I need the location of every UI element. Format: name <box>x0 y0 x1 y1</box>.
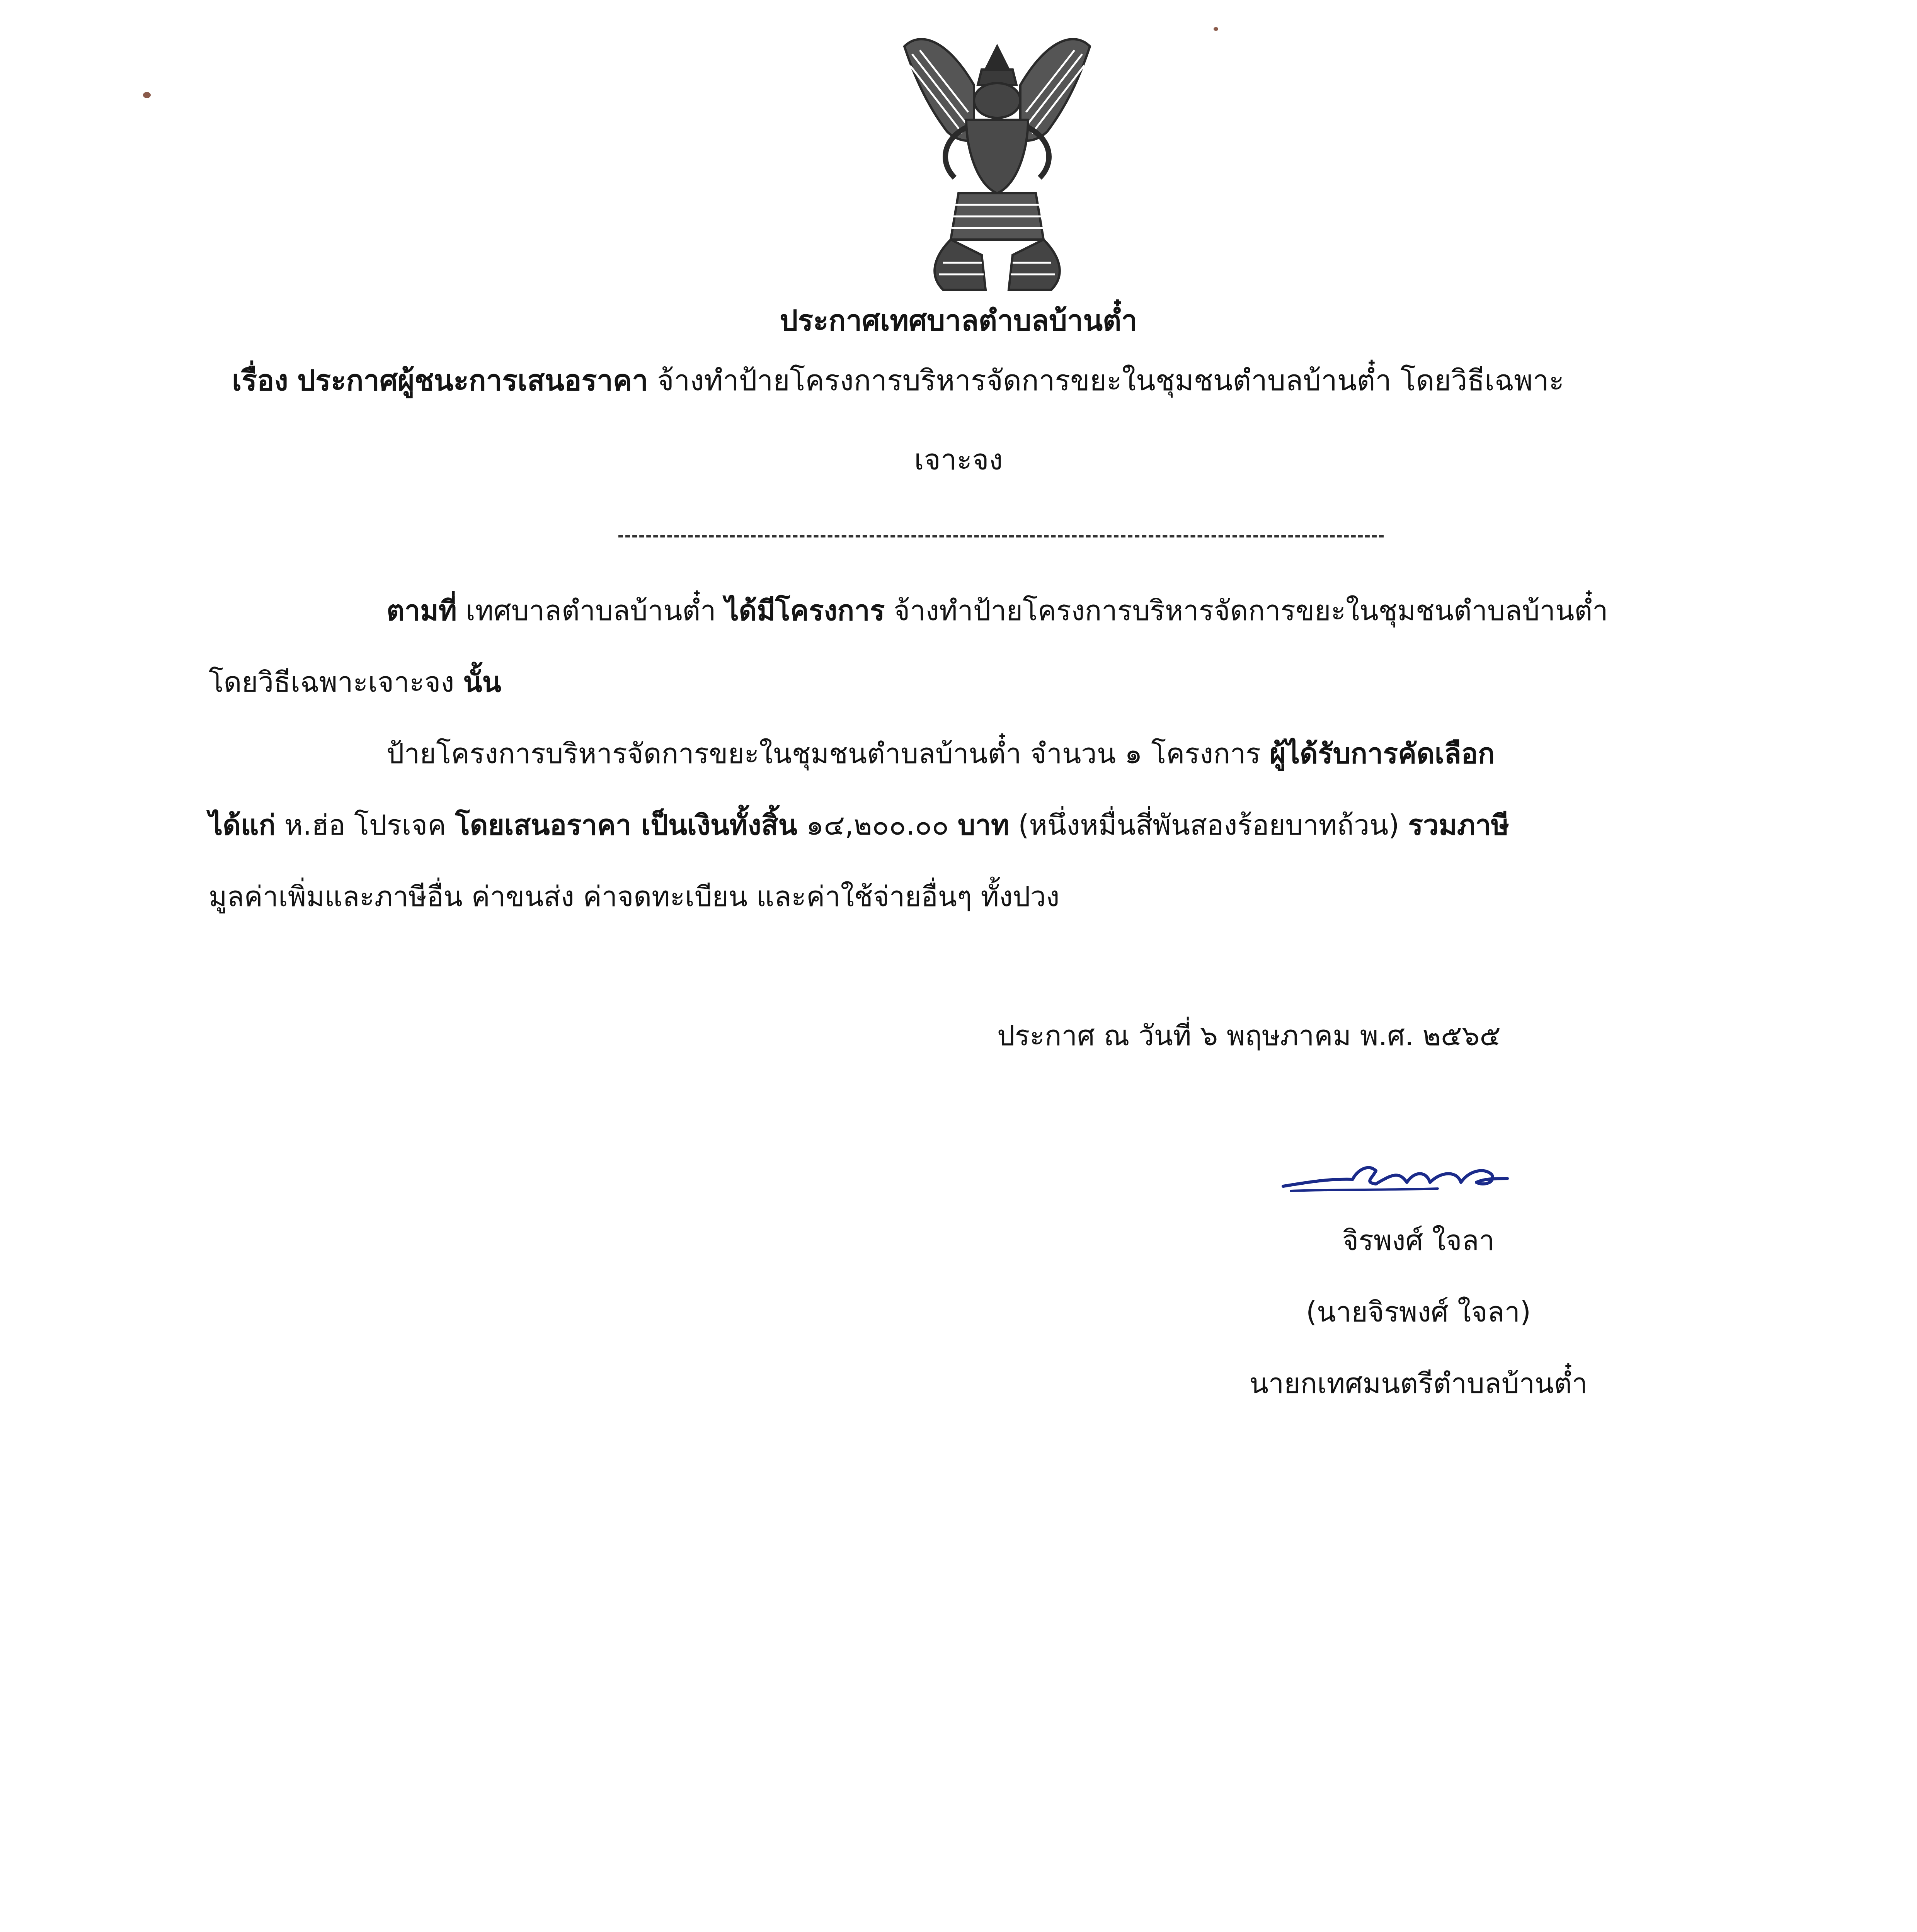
p2-line2-end: รวมภาษี <box>1408 809 1510 841</box>
p1-seg2: ได้มีโครงการ <box>725 594 885 627</box>
subject-rest: จ้างทำป้ายโครงการบริหารจัดการขยะในชุมชนตำบลบ้านต๋ำ โดยวิธีเฉพาะ <box>657 364 1565 397</box>
p2-line3: มูลค่าเพิ่มและภาษีอื่น ค่าขนส่ง ค่าจดทะเบียน และค่าใช้จ่ายอื่นๆ ทั้งปวง <box>209 880 1060 913</box>
paragraph-1-line-2 <box>209 663 501 701</box>
paragraph-1-line-1 <box>386 591 1608 630</box>
subject-label: เรื่อง <box>232 364 288 397</box>
p1-seg1: เทศบาลตำบลบ้านต๋ำ <box>466 594 716 627</box>
p2-words: (หนึ่งหมื่นสี่พันสองร้อยบาทถ้วน) <box>1018 809 1399 841</box>
p1-line2: โดยวิธีเฉพาะเจาะจง <box>209 666 455 698</box>
p1-lead: ตามที่ <box>386 594 457 627</box>
announcement-date <box>997 1016 1501 1055</box>
paragraph-2-line-3 <box>209 877 1059 916</box>
subject-line <box>232 361 1762 400</box>
p2-line2-lead: ได้แก่ <box>209 809 276 841</box>
signatory-position: นายกเทศมนตรีตำบลบ้านต๋ำ <box>1249 1367 1588 1400</box>
paragraph-2-line-2 <box>209 806 1509 844</box>
p2-line1: ป้ายโครงการบริหารจัดการขยะในชุมชนตำบลบ้านต๋ำ จำนวน ๑ โครงการ <box>386 737 1261 770</box>
subject-continuation: เจาะจง <box>914 443 1003 476</box>
paragraph-2-line-1 <box>386 734 1495 773</box>
date-value: ๖ พฤษภาคม พ.ศ. ๒๕๖๕ <box>1200 1019 1501 1052</box>
garuda-emblem-icon <box>889 23 1105 301</box>
p1-line2-end: นั้น <box>463 666 501 698</box>
signatory-name: จิรพงศ์ ใจลา <box>1342 1224 1495 1257</box>
subject-bold-part: ประกาศผู้ชนะการเสนอราคา <box>297 364 648 397</box>
announcement-title: ประกาศเทศบาลตำบลบ้านต๋ำ <box>780 304 1137 337</box>
paper-speck <box>1214 27 1218 31</box>
p2-mid: โดยเสนอราคา เป็นเงินทั้งสิ้น <box>455 809 797 841</box>
signatory-full-name: (นายจิรพงศ์ ใจลา) <box>1306 1296 1531 1328</box>
p2-line1-bold: ผู้ได้รับการคัดเลือก <box>1269 737 1495 770</box>
p2-amount: ๑๔,๒๐๐.๐๐ <box>806 809 949 841</box>
divider <box>618 535 1384 537</box>
p1-seg3: จ้างทำป้ายโครงการบริหารจัดการขยะในชุมชนตำบลบ้านต๋ำ <box>894 594 1608 627</box>
signature-icon <box>1275 1155 1515 1206</box>
date-label: ประกาศ ณ วันที่ <box>997 1019 1192 1052</box>
paper-speck <box>143 92 151 98</box>
p2-unit: บาท <box>957 809 1010 841</box>
p2-vendor: ห.ฮ่อ โปรเจค <box>284 809 446 841</box>
